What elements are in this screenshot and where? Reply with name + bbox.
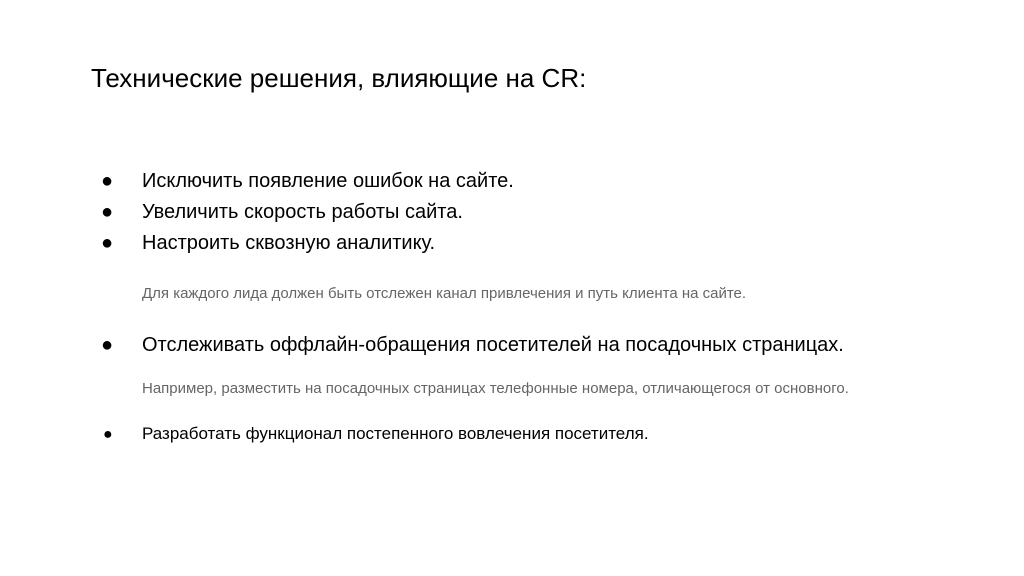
list-item: Настроить сквозную аналитику.	[142, 232, 436, 254]
bullet-icon: ●	[101, 232, 114, 254]
list-item: Увеличить скорость работы сайта.	[142, 201, 463, 223]
list-item-note: Для каждого лида должен быть отслежен канал привлечения и путь клиента на сайте.	[142, 285, 747, 302]
list-item: Исключить появление ошибок на сайте.	[142, 170, 514, 192]
list-item: Разработать функционал постепенного вовлечения посетителя.	[142, 424, 649, 443]
bullet-icon: ●	[101, 170, 114, 192]
slide-title: Технические решения, влияющие на CR:	[91, 63, 587, 93]
bullet-icon: ●	[103, 426, 113, 443]
bullet-icon: ●	[101, 201, 114, 223]
list-item-note: Например, разместить на посадочных страницах телефонные номера, отличающегося от основного.	[142, 380, 849, 397]
list-item: Отслеживать оффлайн-обращения посетителей на посадочных страницах.	[142, 334, 844, 356]
bullet-icon: ●	[101, 334, 114, 356]
